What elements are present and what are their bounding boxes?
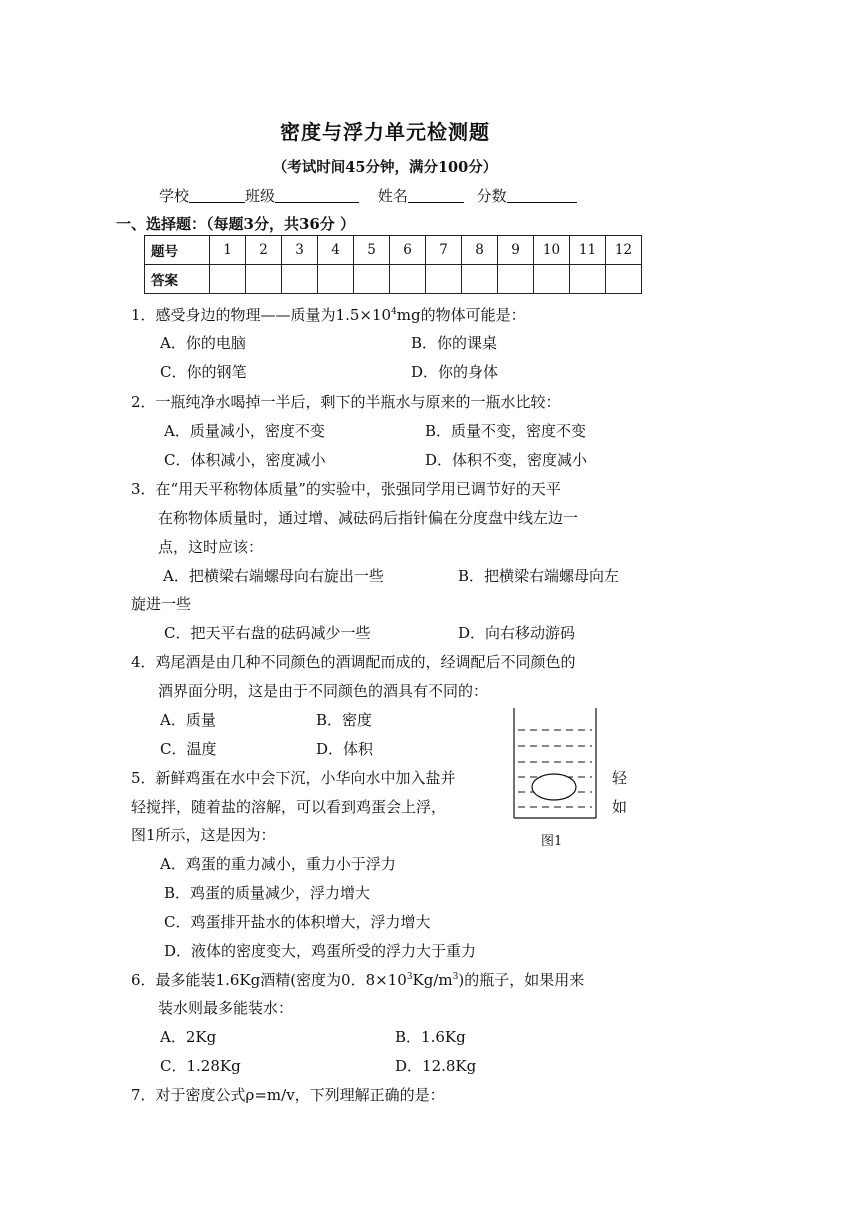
answer-cell[interactable] xyxy=(390,265,426,294)
question-number-cell: 9 xyxy=(498,236,534,265)
question-6-line-1: 6．最多能装1.6Kg酒精(密度为0．$8\times 10^3Kg/m^3$)的瓶子，如果用来 xyxy=(131,971,585,989)
figure-1-caption: 图1 xyxy=(541,834,563,849)
q3-option-b[interactable]: B．把横梁右端螺母向左 xyxy=(458,567,620,585)
answer-cell[interactable] xyxy=(246,265,282,294)
question-number-cell: 4 xyxy=(318,236,354,265)
q5-option-b[interactable]: B．鸡蛋的质量减少，浮力增大 xyxy=(164,884,371,902)
q4-option-c[interactable]: C．温度 xyxy=(160,740,217,758)
answer-cell[interactable] xyxy=(318,265,354,294)
answer-cell[interactable] xyxy=(210,265,246,294)
page-title: 密度与浮力单元检测题 xyxy=(280,120,490,144)
name-blank[interactable] xyxy=(408,186,464,203)
question-5-line-3: 图1所示，这是因为： xyxy=(131,826,276,844)
question-5-line-1-tail: 轻 xyxy=(612,769,628,787)
question-number-cell: 10 xyxy=(534,236,570,265)
answer-cell[interactable] xyxy=(462,265,498,294)
q3-option-a[interactable]: A．把横梁右端螺母向右旋出一些 xyxy=(163,567,384,585)
q2-option-b[interactable]: B．质量不变，密度不变 xyxy=(425,422,587,440)
question-4-line-2: 酒界面分明，这是由于不同颜色的酒具有不同的： xyxy=(158,682,489,700)
question-number-cell: 1 xyxy=(210,236,246,265)
q6-option-c[interactable]: C．1.28Kg xyxy=(160,1057,241,1075)
question-3-line-1: 3．在“用天平称物体质量”的实验中，张强同学用已调节好的天平 xyxy=(131,480,561,498)
q1-option-a[interactable]: A．你的电脑 xyxy=(160,334,246,352)
score-blank[interactable] xyxy=(507,186,577,203)
answer-cell[interactable] xyxy=(426,265,462,294)
q4-option-b[interactable]: B．密度 xyxy=(316,711,373,729)
question-6-line-2: 装水则最多能装水： xyxy=(158,999,294,1017)
answer-cell[interactable] xyxy=(606,265,642,294)
school-blank[interactable] xyxy=(189,186,245,203)
class-blank[interactable] xyxy=(275,186,359,203)
answer-cell[interactable] xyxy=(534,265,570,294)
table-row xyxy=(145,265,642,294)
q3-option-d[interactable]: D．向右移动游码 xyxy=(458,624,576,642)
beaker-outline xyxy=(514,708,596,818)
info-line xyxy=(159,186,577,206)
q2-option-a[interactable]: A．质量减小，密度不变 xyxy=(164,422,325,440)
figure-1-beaker xyxy=(510,708,600,820)
table-header-answer: 答案 xyxy=(145,265,210,294)
question-number-cell: 7 xyxy=(426,236,462,265)
question-3-line-3: 点，这时应该： xyxy=(158,538,264,556)
table-header-number: 题号 xyxy=(145,236,210,265)
question-4-line-1: 4．鸡尾酒是由几种不同颜色的酒调配而成的，经调配后不同颜色的 xyxy=(131,653,576,671)
question-number-cell: 12 xyxy=(606,236,642,265)
question-5-line-2: 轻搅拌，随着盐的溶解，可以看到鸡蛋会上浮， xyxy=(131,798,447,816)
question-number-cell: 8 xyxy=(462,236,498,265)
egg-shape xyxy=(532,774,576,800)
question-number-cell: 5 xyxy=(354,236,390,265)
question-number-cell: 6 xyxy=(390,236,426,265)
q6-option-a[interactable]: A．2Kg xyxy=(160,1028,217,1046)
school-label: 学校 xyxy=(159,187,190,205)
question-3-line-2: 在称物体质量时，通过增、减砝码后指针偏在分度盘中线左边一 xyxy=(158,509,579,527)
q1-option-d[interactable]: D．你的身体 xyxy=(411,363,499,381)
q2-option-d[interactable]: D．体积不变，密度减小 xyxy=(425,451,588,469)
q5-option-d[interactable]: D．液体的密度变大，鸡蛋所受的浮力大于重力 xyxy=(164,942,477,960)
question-number-cell: 3 xyxy=(282,236,318,265)
q4-option-a[interactable]: A．质量 xyxy=(160,711,216,729)
question-7-stem: 7．对于密度公式ρ=m/v，下列理解正确的是： xyxy=(131,1086,445,1104)
table-row xyxy=(145,236,642,265)
answer-cell[interactable] xyxy=(570,265,606,294)
answer-table xyxy=(144,235,642,294)
q6-option-b[interactable]: B．1.6Kg xyxy=(395,1028,466,1046)
q5-option-c[interactable]: C．鸡蛋排开盐水的体积增大，浮力增大 xyxy=(164,913,431,931)
q5-option-a[interactable]: A．鸡蛋的重力减小，重力小于浮力 xyxy=(160,855,396,873)
question-2-stem: 2．一瓶纯净水喝掉一半后，剩下的半瓶水与原来的一瓶水比较： xyxy=(131,393,561,411)
score-label: 分数 xyxy=(476,187,507,205)
q4-option-d[interactable]: D．体积 xyxy=(316,740,374,758)
name-label: 姓名 xyxy=(377,187,408,205)
answer-cell[interactable] xyxy=(282,265,318,294)
section-heading: 一、选择题：（每题3分，共36分 ） xyxy=(116,215,356,233)
question-5-line-2-tail: 如 xyxy=(612,798,628,816)
exam-subtitle: （考试时间45分钟，满分100分） xyxy=(272,159,498,176)
q6-option-d[interactable]: D．12.8Kg xyxy=(395,1057,477,1075)
question-1-stem: 1．感受身边的物理——质量为$1.5\times 10^4mg$的物体可能是： xyxy=(131,306,526,324)
answer-cell[interactable] xyxy=(498,265,534,294)
question-5-line-1: 5．新鲜鸡蛋在水中会下沉，小华向水中加入盐并 xyxy=(131,769,456,787)
q2-option-c[interactable]: C．体积减小，密度减小 xyxy=(164,451,326,469)
class-label: 班级 xyxy=(245,187,276,205)
q1-option-b[interactable]: B．你的课桌 xyxy=(411,334,498,352)
q3-option-b-continued: 旋进一些 xyxy=(131,595,192,613)
question-number-cell: 11 xyxy=(570,236,606,265)
q3-option-c[interactable]: C．把天平右盘的砝码减少一些 xyxy=(164,624,371,642)
answer-cell[interactable] xyxy=(354,265,390,294)
q1-option-c[interactable]: C．你的钢笔 xyxy=(160,363,247,381)
question-number-cell: 2 xyxy=(246,236,282,265)
